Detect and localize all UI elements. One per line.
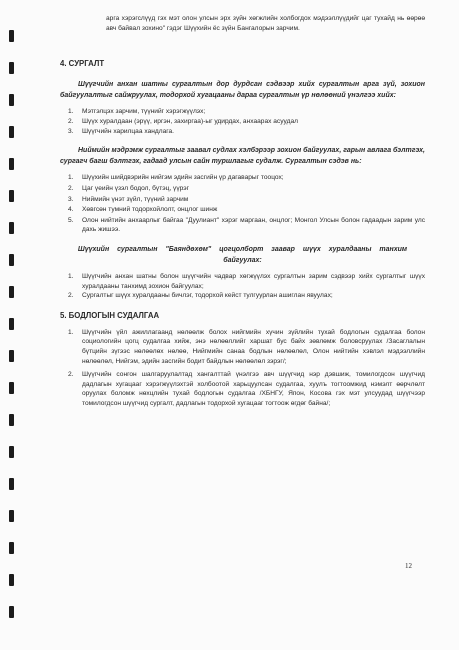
section-4-heading: 4. СУРГАЛТ [60,59,105,69]
list-item: 2. Шүүгчийн сонгон шалгаруулалтад хангалттай үнэлгээ авч шүүгчид нэр дэвшиж, томилогдсон шүүгчид дадлагын хугацааг хэрэгжүүлэхтэй холбоотой харьцуулсан судалгаа, хуулъ тогтоомжид нэмэлт өөрчлөлт оруулах боломж нөхцлийн тухай бодлогын судалгаа /ХБНГУ, Япон, Косова гэх мэт улсуудад шүүгчээр томилогдсон шүүгчид сургалт, дадлагын тодорхой хугацааг тогтоож өгдөг байна/; [68,371,425,408]
list-item: 5. Олон нийтийн анхаарлыг байгаа "Дуулиант" хэрэг маргаан, онцлог; Монгол Улсын болон гадаадын зарим улс дахь жишээ. [68,216,425,234]
list-item: 1. Мэтгэлцэх зарчим, түүнийг хэрэгжүүлэх; [68,108,206,116]
section-5-heading: 5. БОДЛОГЫН СУДАЛГАА [60,310,160,320]
section-4-list-1 [60,107,425,136]
section-4-lead-1: Шүүгчийн анхан шатны сургалтын дор дурдсан сэдвээр хийх сургалтын арга зүй, зохион байгуулалтыг сайжруулах, тодорхой хугацааны дараа сургалтын үр нөлөөний үнэлгээ хийх: [60,81,425,99]
list-item: 3. Ниймийн үнэт зүйл, түүний зарчим [68,195,189,203]
section-4-lead-2: Ниймийн мэдрэмж сургалтыг заавал судлах хэлбэрээр зохион байгуулах, гарын авлага бэлтгэх, сургагч багш бэлтгэх, гадаад улсын сайн туршлагыг судалж. Сургалтын сэдэв нь: [60,147,425,165]
list-item: 1. Шүүгчийн үйл ажиллагаанд нөлөөлж болох нийгмийн хүчин зүйлийн тухай бодлогын судалгаа болон социологийн цогц судалгаа хийж, энэ нөлөөллийг харшат бус байх зөвлөмж боловсруулах /Засаглалын бүтцийн зүгээс нөлөөлөх нөлөө, Нийгмийн санаа бодлын нөлөөлөл, Олон нийтийн хэвлэл мэдээллийн нөлөөлөл, Нийгэм, эдийн засгийн бодит байдлын нөлөөлөл зэрэг/; [68,328,425,365]
list-item: 2. Сургалтыг шүүх хуралдааны бичлэг, тодорхой кейст тулгуурлан ашиглан явуулах; [68,292,333,300]
intro-paragraph: арга хэрэгслүүд гэх мэт олон улсын эрх зүйн хөгжлийн холбогдох мэдээллүүдийг цаг тухайд нь өөрөө авч байвал зохино" гэдэг Шүүхийн ёс зүйн Бангалорын зарчим. [106,15,425,32]
document-page [60,14,425,419]
list-item: 4. Хөвгсөн тумний тодорхойлолт, онцлог шинж [68,206,218,214]
binding-holes [9,0,17,650]
section-5-list [60,328,425,409]
list-item: 2. Шүүх хуралдаан (эрүү, иргэн, захиргаа)-ыг удирдах, анхаарах асуудал [68,117,298,125]
list-item: 2. Цаг үеийн үзэл бодол, бүтэц, үүрэг [68,184,190,192]
section-4-list-3 [60,272,425,301]
section-4-lead-3: Шүүхийн сургалтын "Баяндөхөм" цогцолборт заавар шүүх хуралдааны танхим байгуулах: [77,245,408,264]
list-item: 1. Шүүхийн шийдвэрийн нийгэм эдийн засгийн үр дагаварыг тооцох; [68,174,284,182]
section-4-list-2 [60,173,425,235]
list-item: 3. Шүүгчийн харилцаа хандлага. [68,127,174,135]
list-item: 1. Шүүгчийн анхан шатны болон шүүгчийн чадвар хөгжүүлэх сургалтын зарим сэдвээр хийх сургалтыг шүүх хуралдааны танхимд зохион байгуулах; [68,273,425,290]
page-number: 12 [405,562,412,570]
